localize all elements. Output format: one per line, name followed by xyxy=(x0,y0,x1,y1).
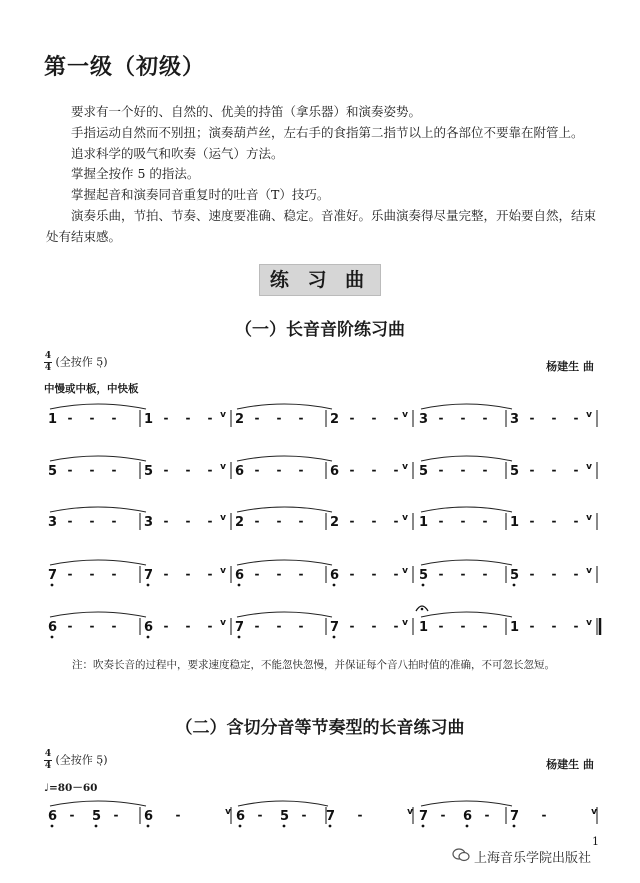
dash-mark: - xyxy=(163,567,169,581)
slur xyxy=(421,612,512,617)
note: 6 xyxy=(235,568,245,583)
dash-mark: - xyxy=(89,463,95,477)
dash-mark: - xyxy=(551,411,557,425)
dash-mark: - xyxy=(551,514,557,528)
dash-mark: - xyxy=(529,619,535,633)
dash-mark: - xyxy=(163,514,169,528)
note: 5 xyxy=(144,464,154,479)
dash-mark: - xyxy=(207,514,213,528)
slur xyxy=(50,560,146,565)
breath-mark: v xyxy=(586,462,592,472)
dash-mark: - xyxy=(185,463,191,477)
dash-mark: - xyxy=(111,567,117,581)
octave-dot xyxy=(238,636,241,639)
section-title: 练 习 曲 xyxy=(259,264,381,296)
dash-mark: - xyxy=(349,463,355,477)
octave-dot xyxy=(51,825,54,828)
dash-mark: - xyxy=(276,463,282,477)
note: 6 xyxy=(236,809,246,824)
note: 2 xyxy=(330,412,340,427)
dash-mark: - xyxy=(460,463,466,477)
dash-mark: - xyxy=(111,514,117,528)
breath-mark: v xyxy=(220,513,226,523)
dash-mark: - xyxy=(89,619,95,633)
octave-dot xyxy=(333,636,336,639)
dash-mark: - xyxy=(301,808,307,822)
octave-dot xyxy=(238,584,241,587)
note: 5 xyxy=(48,464,58,479)
dash-mark: - xyxy=(529,567,535,581)
level-title: 第一级（初级） xyxy=(44,55,206,80)
piece1-tempo: 中慢或中板，中快板 xyxy=(44,383,139,395)
slur xyxy=(421,560,512,565)
slur xyxy=(238,801,328,806)
dash-mark: - xyxy=(257,808,263,822)
breath-mark: v xyxy=(407,807,413,817)
slur xyxy=(421,801,512,806)
dash-mark: - xyxy=(460,514,466,528)
dash-mark: - xyxy=(298,514,304,528)
note: 6 xyxy=(463,809,473,824)
dash-mark: - xyxy=(484,808,490,822)
note: 7 xyxy=(48,568,58,583)
dash-mark: - xyxy=(67,411,73,425)
dash-mark: - xyxy=(113,808,119,822)
note: 1 xyxy=(510,515,520,530)
dash-mark: - xyxy=(482,463,488,477)
slur xyxy=(421,456,512,461)
dash-mark: - xyxy=(482,514,488,528)
note: 5 xyxy=(510,568,520,583)
dash-mark: - xyxy=(349,567,355,581)
slur xyxy=(237,456,332,461)
page-number: 1 xyxy=(592,835,599,848)
breath-mark: v xyxy=(586,513,592,523)
dash-mark: - xyxy=(371,411,377,425)
slur xyxy=(421,507,512,512)
note: 7 xyxy=(510,809,520,824)
dash-mark: - xyxy=(529,411,535,425)
dash-mark: - xyxy=(89,567,95,581)
dash-mark: - xyxy=(163,463,169,477)
piece1-title: （一）长音音阶练习曲 xyxy=(235,320,405,340)
time-sig-top: 4 xyxy=(44,351,52,361)
note: 5 xyxy=(92,809,102,824)
dash-mark: - xyxy=(69,808,75,822)
dash-mark: - xyxy=(460,619,466,633)
dash-mark: - xyxy=(185,619,191,633)
note: 3 xyxy=(419,412,429,427)
dash-mark: - xyxy=(254,463,260,477)
dash-mark: - xyxy=(163,411,169,425)
piece2-tempo: ♩=80－60 xyxy=(44,782,98,794)
note: 7 xyxy=(144,568,154,583)
dash-mark: - xyxy=(438,619,444,633)
dash-mark: - xyxy=(371,463,377,477)
note: 5 xyxy=(419,568,429,583)
dash-mark: - xyxy=(393,567,399,581)
dash-mark: - xyxy=(573,567,579,581)
note: 1 xyxy=(419,620,429,635)
dash-mark: - xyxy=(185,514,191,528)
breath-mark: v xyxy=(402,566,408,576)
dash-mark: - xyxy=(67,514,73,528)
dash-mark: - xyxy=(349,411,355,425)
octave-dot xyxy=(513,584,516,587)
octave-dot xyxy=(147,636,150,639)
dash-mark: - xyxy=(541,808,547,822)
dash-mark: - xyxy=(207,411,213,425)
dash-mark: - xyxy=(573,463,579,477)
dash-mark: - xyxy=(393,411,399,425)
octave-dot xyxy=(329,825,332,828)
dash-mark: - xyxy=(276,411,282,425)
dash-mark: - xyxy=(175,808,181,822)
dash-mark: - xyxy=(371,619,377,633)
breath-mark: v xyxy=(591,807,597,817)
requirement-line: 演奏乐曲，节拍、节奏、速度要准确、稳定。音准好。乐曲演奏得尽量完整，开始要自然，结束处有结束感。 xyxy=(46,207,597,244)
fermata-dot xyxy=(421,608,424,611)
dash-mark: - xyxy=(371,567,377,581)
time-sig-bottom: 4 xyxy=(44,363,52,373)
breath-mark: v xyxy=(586,566,592,576)
requirement-line: 手指运动自然而不别扭；演奏葫芦丝，左右手的食指第二指节以上的各部位不要靠在附管上。 xyxy=(71,124,584,140)
note: 6 xyxy=(330,568,340,583)
dash-mark: - xyxy=(111,463,117,477)
note: 7 xyxy=(326,809,336,824)
dash-mark: - xyxy=(163,619,169,633)
dash-mark: - xyxy=(298,463,304,477)
dash-mark: - xyxy=(276,514,282,528)
octave-dot xyxy=(283,825,286,828)
piece2-title: （二）含切分音等节奏型的长音练习曲 xyxy=(175,718,465,738)
dash-mark: - xyxy=(185,411,191,425)
octave-dot xyxy=(422,825,425,828)
breath-mark: v xyxy=(220,462,226,472)
time-sig-bottom: 4 xyxy=(44,761,52,771)
breath-mark: v xyxy=(402,410,408,420)
dash-mark: - xyxy=(276,619,282,633)
octave-dot xyxy=(422,584,425,587)
fingering: (全按作 5̣) xyxy=(55,753,108,767)
dash-mark: - xyxy=(460,411,466,425)
slur xyxy=(237,404,332,409)
breath-mark: v xyxy=(402,513,408,523)
breath-mark: v xyxy=(586,618,592,628)
note: 6 xyxy=(144,809,154,824)
publisher: 上海音乐学院出版社 xyxy=(474,851,592,866)
dash-mark: - xyxy=(89,514,95,528)
slur xyxy=(237,612,332,617)
octave-dot xyxy=(95,825,98,828)
dash-mark: - xyxy=(438,514,444,528)
dash-mark: - xyxy=(438,463,444,477)
dash-mark: - xyxy=(89,411,95,425)
fingering: (全按作 5̣) xyxy=(55,355,108,369)
note: 6 xyxy=(48,809,58,824)
note: 5 xyxy=(419,464,429,479)
dash-mark: - xyxy=(482,619,488,633)
dash-mark: - xyxy=(254,514,260,528)
note: 6 xyxy=(235,464,245,479)
piece1-note: 注：吹奏长音的过程中，要求速度稳定，不能忽快忽慢，并保证每个音八拍时值的准确，不可忽长忽短。 xyxy=(72,659,555,671)
note: 2 xyxy=(330,515,340,530)
dash-mark: - xyxy=(482,411,488,425)
dash-mark: - xyxy=(254,567,260,581)
dash-mark: - xyxy=(438,567,444,581)
dash-mark: - xyxy=(393,514,399,528)
breath-mark: v xyxy=(220,618,226,628)
dash-mark: - xyxy=(357,808,363,822)
dash-mark: - xyxy=(349,514,355,528)
note: 3 xyxy=(144,515,154,530)
piece2-composer: 杨建生 曲 xyxy=(546,758,594,771)
dash-mark: - xyxy=(551,463,557,477)
dash-mark: - xyxy=(207,619,213,633)
slur xyxy=(50,456,146,461)
slur xyxy=(421,404,512,409)
breath-mark: v xyxy=(220,566,226,576)
note: 6 xyxy=(144,620,154,635)
dash-mark: - xyxy=(393,619,399,633)
dash-mark: - xyxy=(529,463,535,477)
note: 7 xyxy=(235,620,245,635)
note: 5 xyxy=(510,464,520,479)
requirement-line: 追求科学的吸气和吹奏（运气）方法。 xyxy=(71,145,284,161)
dash-mark: - xyxy=(298,619,304,633)
note: 7 xyxy=(419,809,429,824)
note: 1 xyxy=(48,412,58,427)
octave-dot xyxy=(513,825,516,828)
requirement-line: 掌握全按作 5 的指法。 xyxy=(71,166,200,182)
dash-mark: - xyxy=(67,619,73,633)
dash-mark: - xyxy=(573,619,579,633)
octave-dot xyxy=(466,825,469,828)
breath-mark: v xyxy=(586,410,592,420)
dash-mark: - xyxy=(460,567,466,581)
breath-mark: v xyxy=(402,462,408,472)
dash-mark: - xyxy=(276,567,282,581)
dash-mark: - xyxy=(573,411,579,425)
note: 7 xyxy=(330,620,340,635)
octave-dot xyxy=(51,636,54,639)
note: 1 xyxy=(419,515,429,530)
slur xyxy=(50,507,146,512)
breath-mark: v xyxy=(220,410,226,420)
octave-dot xyxy=(147,584,150,587)
dash-mark: - xyxy=(371,514,377,528)
dash-mark: - xyxy=(482,567,488,581)
dash-mark: - xyxy=(185,567,191,581)
octave-dot xyxy=(51,584,54,587)
note: 1 xyxy=(510,620,520,635)
dash-mark: - xyxy=(254,619,260,633)
piece1-composer: 杨建生 曲 xyxy=(546,360,594,373)
slur xyxy=(237,507,332,512)
slur xyxy=(237,560,332,565)
dash-mark: - xyxy=(67,463,73,477)
time-sig-top: 4 xyxy=(44,749,52,759)
requirement-line: 要求有一个好的、自然的、优美的持笛（拿乐器）和演奏姿势。 xyxy=(71,104,422,119)
dash-mark: - xyxy=(440,808,446,822)
octave-dot xyxy=(147,825,150,828)
dash-mark: - xyxy=(438,411,444,425)
slur xyxy=(50,801,146,806)
dash-mark: - xyxy=(393,463,399,477)
dash-mark: - xyxy=(207,463,213,477)
note: 2 xyxy=(235,412,245,427)
dash-mark: - xyxy=(298,411,304,425)
dash-mark: - xyxy=(67,567,73,581)
dash-mark: - xyxy=(111,619,117,633)
dash-mark: - xyxy=(207,567,213,581)
dash-mark: - xyxy=(349,619,355,633)
note: 6 xyxy=(48,620,58,635)
dash-mark: - xyxy=(111,411,117,425)
note: 3 xyxy=(510,412,520,427)
dash-mark: - xyxy=(551,567,557,581)
note: 1 xyxy=(144,412,154,427)
octave-dot xyxy=(239,825,242,828)
breath-mark: v xyxy=(225,807,231,817)
note: 6 xyxy=(330,464,340,479)
dash-mark: - xyxy=(551,619,557,633)
dash-mark: - xyxy=(529,514,535,528)
requirement-line: 掌握起音和演奏同音重复时的吐音（T）技巧。 xyxy=(71,187,330,203)
wechat-icon xyxy=(452,848,470,862)
note: 2 xyxy=(235,515,245,530)
dash-mark: - xyxy=(298,567,304,581)
note: 5 xyxy=(280,809,290,824)
dash-mark: - xyxy=(254,411,260,425)
note: 3 xyxy=(48,515,58,530)
dash-mark: - xyxy=(573,514,579,528)
breath-mark: v xyxy=(402,618,408,628)
slur xyxy=(50,612,146,617)
slur xyxy=(50,404,146,409)
octave-dot xyxy=(333,584,336,587)
